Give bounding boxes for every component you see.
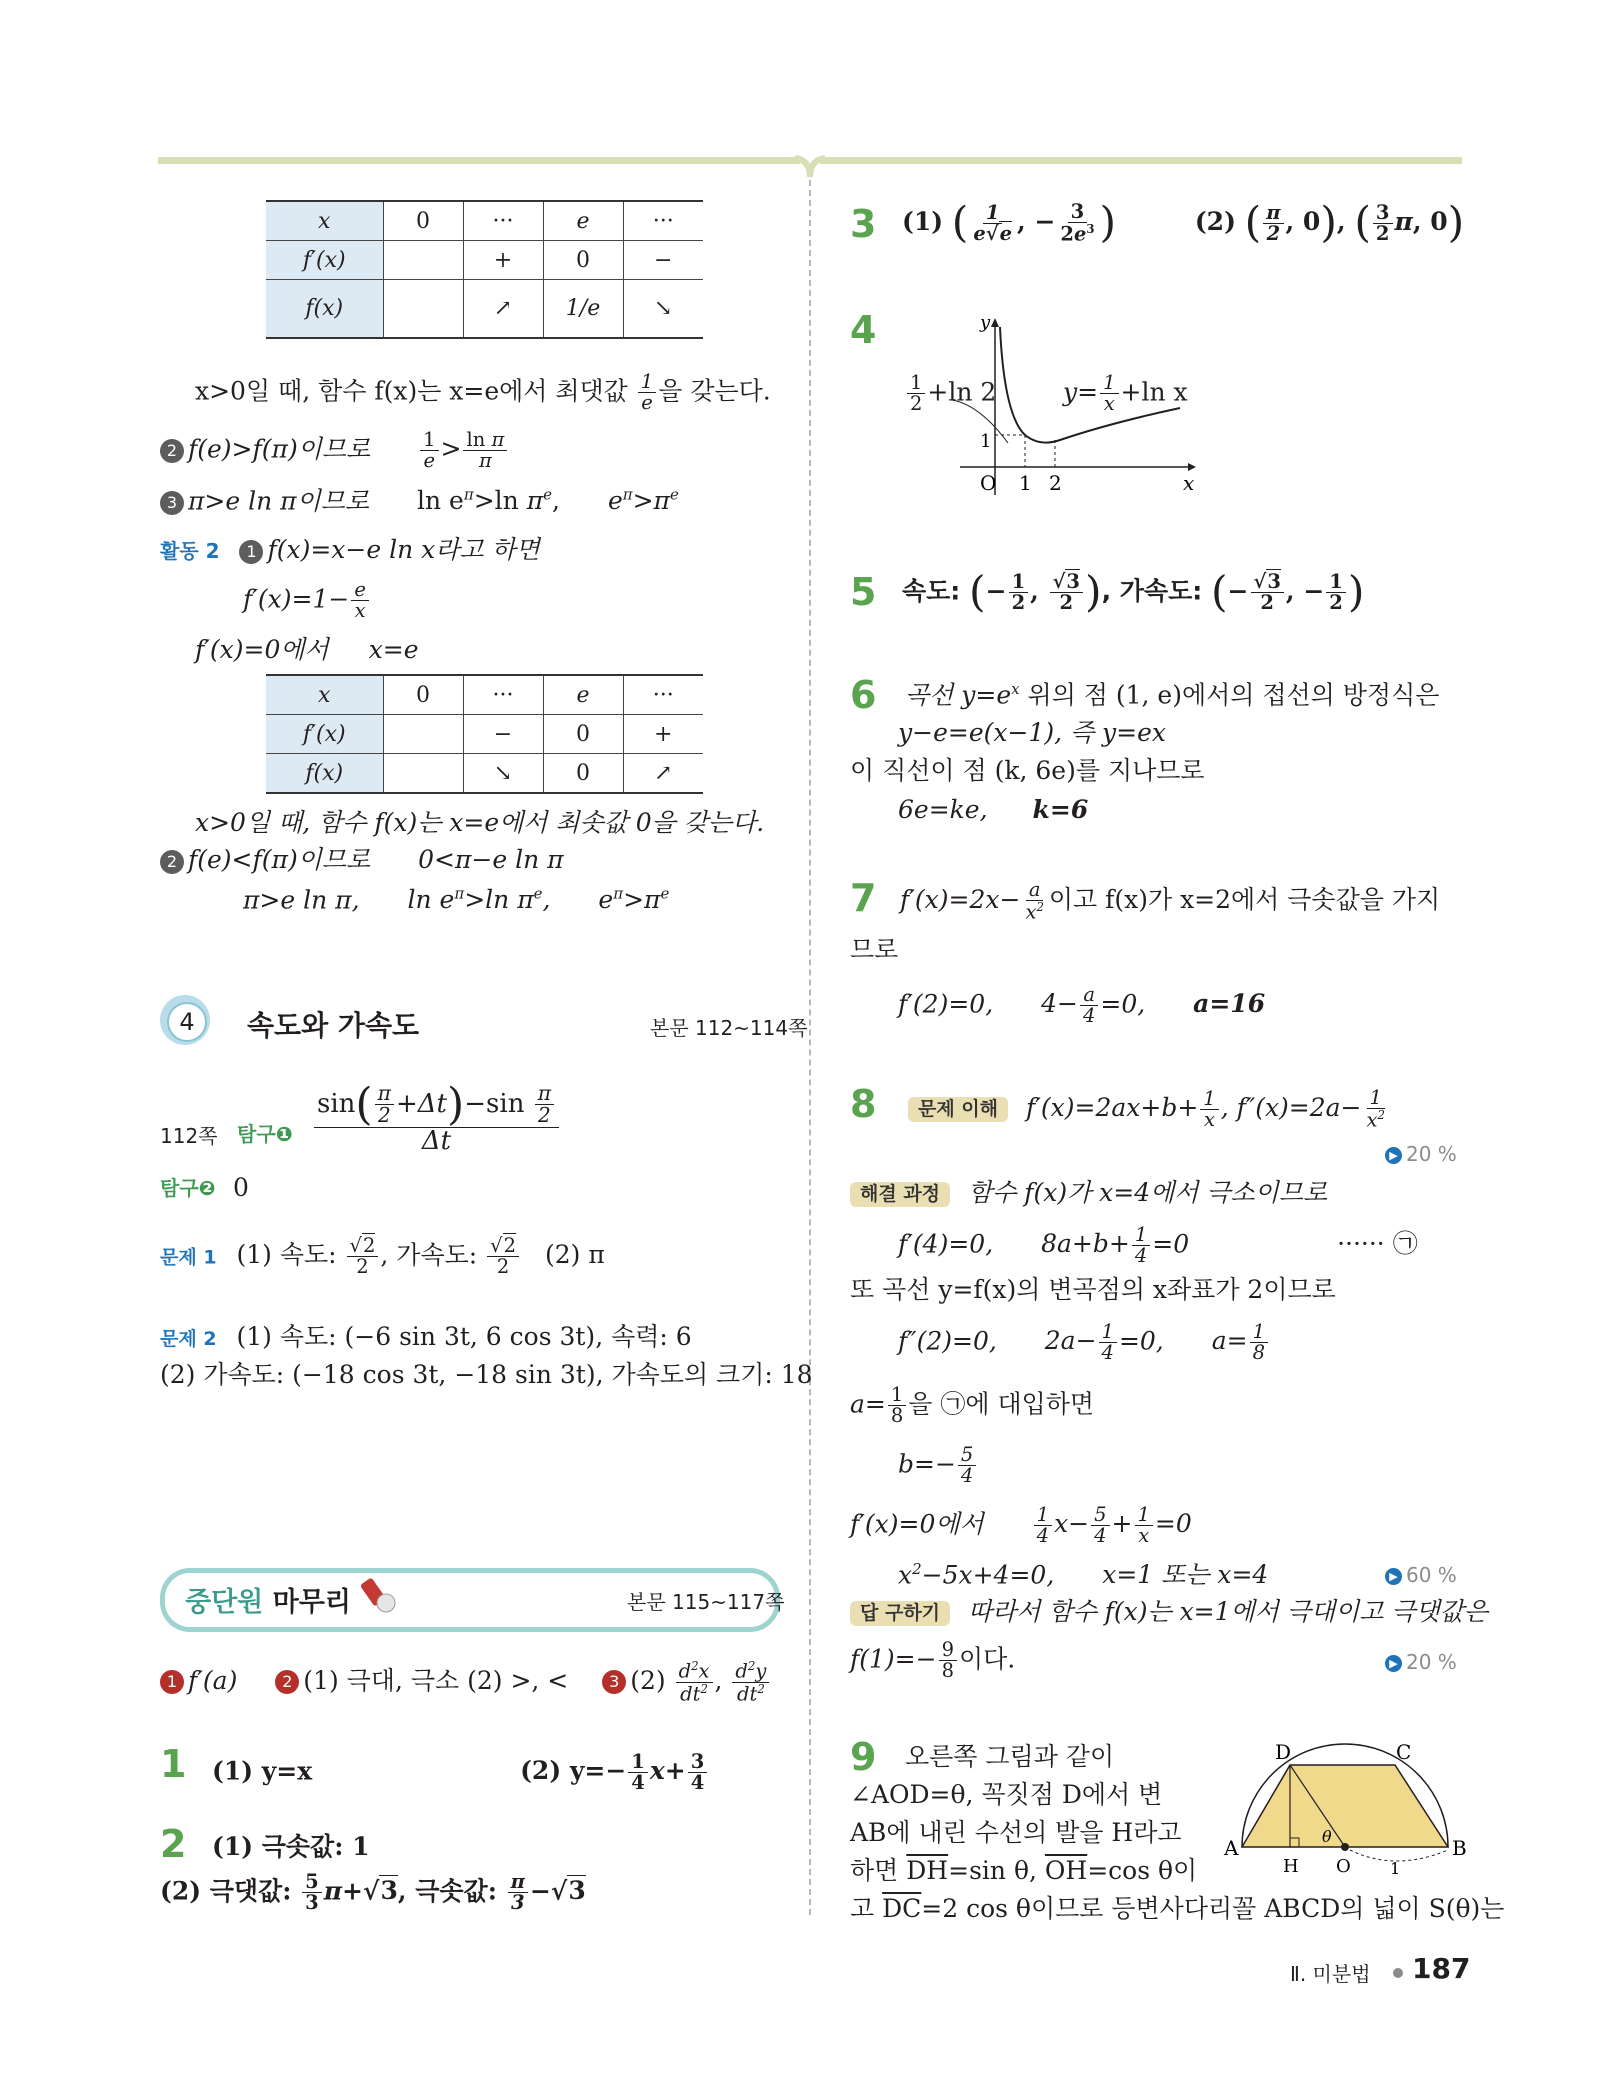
radius-label: 1 [1390, 1859, 1401, 1878]
question-9-line3: AB에 내린 수선의 발을 H라고 [850, 1818, 1182, 1847]
question-7-number: 7 [850, 876, 877, 920]
table-cell: 0 [543, 241, 623, 280]
table-row [266, 675, 703, 715]
answer-1-number: 1 [160, 1742, 187, 1786]
axis-y-label: y [980, 315, 991, 333]
table-cell: ↘ [463, 754, 543, 794]
review-concepts: 1 f′(a) 2 (1) 극대, 극소 (2) >, < 3 (2) $\frac{d^2x}{dt^2}$ , $\frac{d^2y}{dt^2}$ [160, 1660, 771, 1705]
line-max: x>0일 때, 함수 f(x)는 x=e에서 최댓값 $\frac{1}{e}$ 을 갖는다. [195, 370, 771, 415]
explore2-label: 탐구❷ [160, 1176, 216, 1200]
question-8-line3: f′(4)=0, 8a+b+ $\frac{1}{4}$ =0 ······ ㉠ [898, 1223, 1418, 1268]
table-row [266, 754, 703, 794]
question-8-line2: 해결 과정 함수 f(x)가 x=4에서 극소이므로 [850, 1178, 1327, 1208]
table-cell: − [463, 715, 543, 754]
column-divider [809, 180, 811, 1915]
table-cell: + [623, 715, 703, 754]
question-6-line1: 곡선 $y=e^x$ 위의 점 (1, e)에서의 접선의 방정식은 [905, 680, 1440, 710]
point-O: O [1336, 1856, 1351, 1877]
tick-2-label: 2 [1049, 471, 1062, 495]
table-cell: − [623, 241, 703, 280]
table-cell: x [266, 675, 383, 715]
tag-understanding: 문제 이해 [908, 1097, 1008, 1122]
table-cell: 0 [383, 201, 463, 241]
table-cell: 0 [543, 715, 623, 754]
answer-2b: (2) 극댓값: $\frac{5}{3}$ π+√3, 극솟값: $\frac{\pi}{3}$ −√3 [160, 1870, 586, 1915]
table-cell: ↗ [623, 754, 703, 794]
zero-line: f′(x)=0에서 x=e [195, 635, 419, 664]
question-8-line5: f″(2)=0, 2a− $\frac{1}{4}$ =0, a= $\frac{1}{8}$ [898, 1322, 1270, 1364]
table-cell: x [266, 201, 383, 241]
table-row [266, 241, 703, 280]
question-8-line1: 문제 이해 f′(x)=2ax+b+ $\frac{1}{x}$ , f″(x)=2a− $\frac{1}{x^2}$ [908, 1088, 1390, 1131]
problem2-line1: 문제 2 (1) 속도: (−6 sin 3t, 6 cos 3t), 속력: 6 [160, 1322, 692, 1351]
vertex-B: B [1452, 1836, 1467, 1860]
score-20-2: ▶ 20 % [1385, 1650, 1457, 1674]
tick-1-label: 1 [1019, 471, 1032, 495]
activity2: 활동 2 1 f(x)=x−e ln x라고 하면 [160, 535, 540, 564]
explore2-value: 0 [233, 1173, 249, 1202]
table-row [266, 715, 703, 754]
header-rule-right [820, 157, 1462, 164]
question-9-line4: 하면 $\overline{DH}=\sin$ θ, $\overline{OH}=\cos$ θ이 [850, 1856, 1198, 1885]
vertex-A: A [1224, 1836, 1239, 1860]
step-badge-3: 3 [160, 491, 184, 515]
question-5: 속도: (− $\frac{1}{2}$ , $\frac{√3}{2}$ ), 가속도: (− $\frac{√3}{2}$ , − $\frac{1}{2}$ ) [902, 567, 1365, 617]
table-cell: 0 [383, 675, 463, 715]
score-60: ▶ 60 % [1385, 1563, 1457, 1587]
table-cell: ··· [623, 675, 703, 715]
concept-badge-2: 2 [275, 1670, 299, 1694]
table-cell: f′(x) [266, 715, 383, 754]
question-8-number: 8 [850, 1082, 877, 1126]
table-cell: f(x) [266, 754, 383, 794]
line-min: x>0일 때, 함수 f(x)는 x=e에서 최솟값 0을 갖는다. [195, 808, 765, 837]
final-line: π>e ln π, $\ln e^\pi>\ln$ $\pi^e$, $e^\pi>\pi^e$ [243, 885, 670, 915]
table-cell: ↘ [623, 280, 703, 338]
header-rule-left [158, 157, 800, 164]
origin-label: O [980, 471, 997, 495]
table-row [266, 201, 703, 241]
concept-badge-3: 3 [602, 1670, 626, 1694]
question-9-line1: 오른쪽 그림과 같이 [905, 1742, 1115, 1771]
vertex-C: C [1396, 1742, 1412, 1764]
point-H: H [1283, 1856, 1299, 1877]
step-badge-2: 2 [160, 439, 184, 463]
question-8-line11: f(1)=− $\frac{9}{8}$ 이다. [850, 1638, 1016, 1683]
explore1-fraction: sin( $\frac{\pi}{2}$ +Δt)−sin $\frac{\pi}{2}$ Δt [312, 1083, 561, 1155]
page-label-112: 112쪽 [160, 1124, 218, 1148]
table-cell: f(x) [266, 280, 383, 338]
page-number: 187 [1412, 1952, 1471, 1985]
graph-curve-label: y= $\frac{1}{x}$ +ln x [1063, 371, 1188, 416]
angle-theta: θ [1322, 1827, 1332, 1846]
problem1: 문제 1 (1) 속도: $\frac{√2}{2}$ , 가속도: $\frac{√2}{2}$ (2) π [160, 1234, 605, 1279]
question-8-line10: 답 구하기 따라서 함수 f(x)는 x=1에서 극대이고 극댓값은 [850, 1597, 1488, 1627]
answer-2a: (1) 극솟값: 1 [212, 1832, 370, 1861]
tag-solving: 해결 과정 [850, 1182, 950, 1207]
question-6-line4: 6e=ke, k=6 [898, 795, 1089, 824]
table-cell [383, 280, 463, 338]
variation-table-1 [266, 200, 703, 339]
table-cell [383, 754, 463, 794]
question-3-number: 3 [850, 202, 877, 246]
table-row [266, 280, 703, 338]
question-9-line5: 고 $\overline{DC}=2$ cos θ이므로 등변사다리꼴 ABCD의 넓이 S(θ)는 [850, 1894, 1505, 1923]
section-title: 속도와 가속도 [247, 1009, 420, 1042]
question-7-line3: f′(2)=0, 4− $\frac{a}{4}$ =0, a=16 [898, 983, 1266, 1028]
question-6-line2: y−e=e(x−1), 즉 y=ex [898, 718, 1167, 747]
question-8-line8: f′(x)=0에서 $\frac{1}{4}$ x− $\frac{5}{4}$ + $\frac{1}{x}$ =0 [850, 1503, 1192, 1548]
question-5-number: 5 [850, 570, 877, 614]
graph-min-label: $\frac{1}{2}$ +ln 2 [905, 373, 996, 415]
vertex-D: D [1275, 1742, 1292, 1764]
footer-dot [1393, 1968, 1403, 1978]
step-badge-1: 1 [239, 540, 263, 564]
derivative-line: f′(x)=1− $\frac{e}{x}$ [243, 580, 371, 622]
pencil-icon [358, 1573, 402, 1617]
question-6-line3: 이 직선이 점 (k, 6e)를 지나므로 [850, 756, 1205, 785]
table-cell [383, 715, 463, 754]
question-7-line1: f′(x)=2x− $\frac{a}{x^2}$ 이고 f(x)가 x=2에서 극솟값을 가지 [900, 878, 1441, 924]
score-20-1: ▶ 20 % [1385, 1142, 1457, 1166]
trapezoid-figure [1220, 1742, 1470, 1882]
section-number-inner: 4 [167, 1002, 207, 1042]
question-9-line2: ∠AOD=θ, 꼭짓점 D에서 변 [850, 1780, 1163, 1809]
tag-answer: 답 구하기 [850, 1601, 950, 1626]
question-8-line6: a= $\frac{1}{8}$ 을 ㉠에 대입하면 [850, 1383, 1095, 1428]
explore1-label: 탐구❶ [237, 1122, 293, 1146]
review-ref: 본문 115~117쪽 [627, 1590, 785, 1614]
question-9-number: 9 [850, 1735, 877, 1779]
table-cell: + [463, 241, 543, 280]
header-notch [795, 155, 825, 180]
question-6-number: 6 [850, 673, 877, 717]
question-7-line2: 므로 [850, 935, 899, 964]
table-cell: 1/e [543, 280, 623, 338]
table-cell: ··· [463, 201, 543, 241]
table-cell [383, 241, 463, 280]
answer-1: (1) y=x (2) y=− $\frac{1}{4}$ x+ $\frac{3}{4}$ [212, 1752, 709, 1794]
section-ref: 본문 112~114쪽 [650, 1016, 808, 1040]
concept-badge-1: 1 [160, 1670, 184, 1694]
step3: 3 π>e ln π이므로 $\ln e^\pi>\ln$ $\pi^e$, $e^\pi>\pi^e$ [160, 486, 679, 516]
question-8-line4: 또 곡선 y=f(x)의 변곡점의 x좌표가 2이므로 [850, 1275, 1336, 1304]
step2b: 2 f(e)<f(π)이므로 0<π−e ln π [160, 845, 564, 875]
answer-2-number: 2 [160, 1822, 187, 1866]
question-8-line7: b=− $\frac{5}{4}$ [898, 1445, 978, 1487]
table-cell: 0 [543, 754, 623, 794]
y-1-label: 1 [980, 431, 992, 452]
review-title: 중단원 마무리 [185, 1587, 351, 1618]
step-badge-2b: 2 [160, 850, 184, 874]
question-8-line9: $x^2-5x+4=0$, x=1 또는 x=4 [898, 1560, 1269, 1590]
table-cell: f′(x) [266, 241, 383, 280]
step2: 2 f(e)>f(π)이므로 $\frac{1}{e}$ > $\frac{\text{ln π}}{\pi}$ [160, 430, 509, 472]
table-cell: e [543, 201, 623, 241]
table-cell: e [543, 675, 623, 715]
footer-chapter: Ⅱ. 미분법 [1290, 1962, 1371, 1986]
question-4-number: 4 [850, 308, 877, 352]
variation-table-2 [266, 674, 703, 794]
axis-x-label: x [1183, 471, 1195, 495]
table-cell: ··· [463, 675, 543, 715]
table-cell: ↗ [463, 280, 543, 338]
problem2-line2: (2) 가속도: (−18 cos 3t, −18 sin 3t), 가속도의 크기: 18 [160, 1360, 813, 1389]
table-cell: ··· [623, 201, 703, 241]
question-3: (1) ( $\frac{1}{e√e}$ , − $\frac{3}{2e^3}$ ) (2) ( $\frac{\pi}{2}$ , 0), ( $\frac{3}{2}$ π, 0) [902, 198, 1465, 248]
